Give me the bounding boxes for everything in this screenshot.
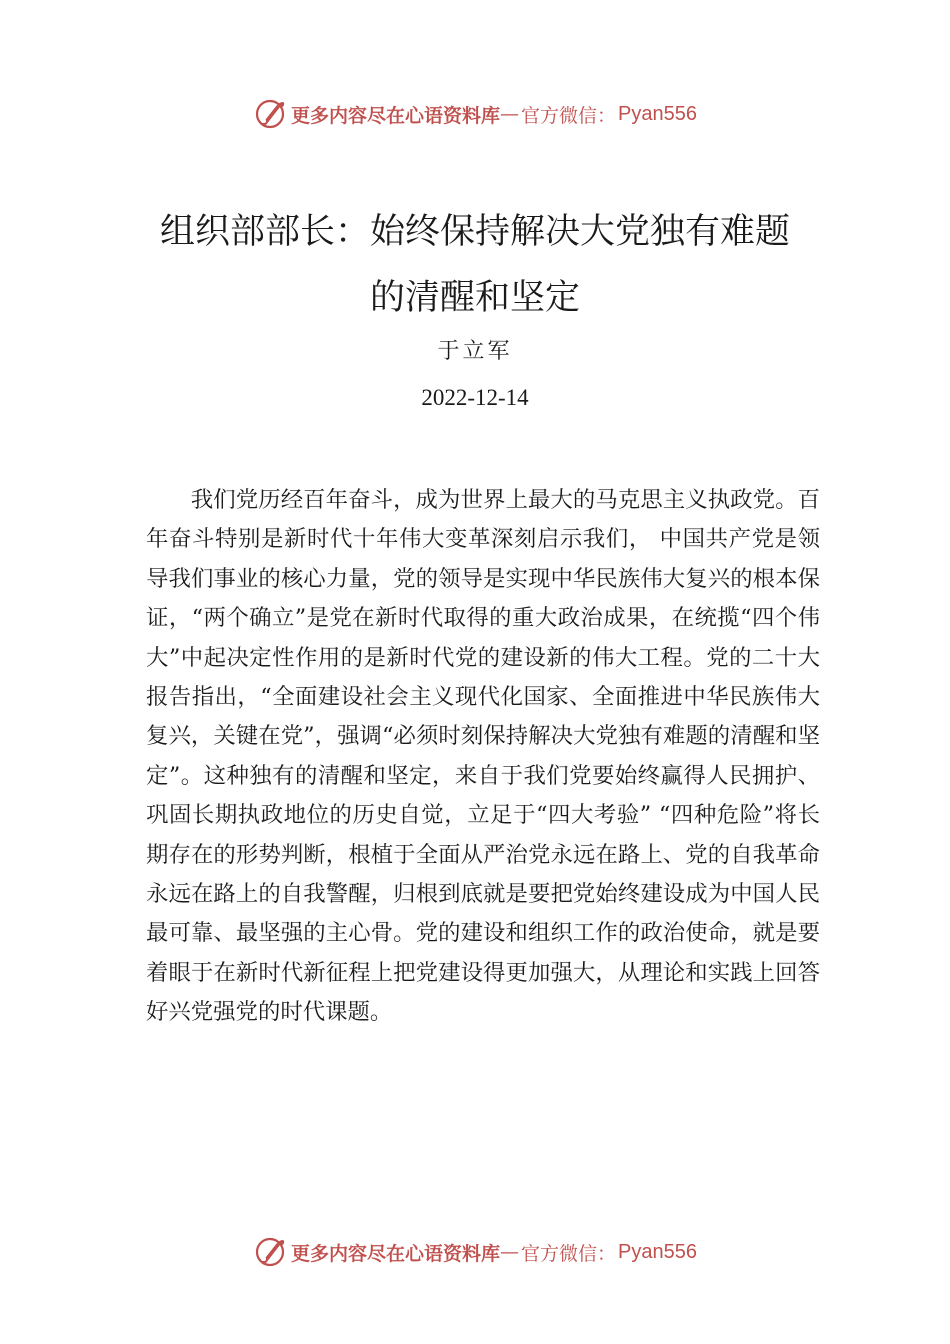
article-title-line-1: 组织部部长：始终保持解决大党独有难题 <box>159 212 790 252</box>
header-watermark-banner <box>0 94 950 134</box>
banner-wechat-label: 官方微信： <box>521 104 617 127</box>
quill-pen-logo-icon <box>253 1235 287 1269</box>
banner-wechat-label: 官方微信： <box>521 1242 617 1265</box>
article-date: 2022-12-14 <box>421 385 529 410</box>
article-author: 于立军 <box>437 339 513 364</box>
banner-wechat-id: Pyan556 <box>618 102 697 125</box>
article-paragraph: 我们党历经百年奋斗，成为世界上最大的马克思主义执政党。百年奋斗特别是新时代十年伟大变革深刻启示我们， 中国共产党是领导我们事业的核心力量，党的领导是实现中华民族伟大复兴的根本保证，“两个确立”是党在新时代取得的重大政治成果，在统揽“四个伟大”中起决定性作用的是新时代党的建设新的伟大工程。党的二十大报告指出，“全面建设社会主义现代化国家、全面推进中华民族伟大复兴，关键在党”，强调“必须时刻保持解决大党独有难题的清醒和坚定”。这种独有的清醒和坚定，来自于我们党要始终赢得人民拥护、巩固长期执政地位的历史自觉，立足于“四大考验” “四种危险”将长期存在的形势判断，根植于全面从严治党永远在路上、党的自我革命永远在路上的自我警醒，归根到底就是要把党始终建设成为中国人民最可靠、最坚强的主心骨。党的建设和组织工作的政治使命，就是要着眼于在新时代新征程上把党建设得更加强大，从理论和实践上回答好兴党强党的时代课题。 <box>146 487 820 1026</box>
banner-separator: — <box>500 103 520 125</box>
banner-site-text: 更多内容尽在心语资料库 <box>291 104 501 127</box>
banner-wechat-id: Pyan556 <box>618 1240 697 1263</box>
banner-separator: — <box>500 1241 520 1263</box>
footer-watermark-banner <box>0 1232 950 1272</box>
article-title-line-2: 的清醒和坚定 <box>369 278 580 318</box>
quill-pen-logo-icon <box>253 97 287 131</box>
banner-site-text: 更多内容尽在心语资料库 <box>291 1242 501 1265</box>
